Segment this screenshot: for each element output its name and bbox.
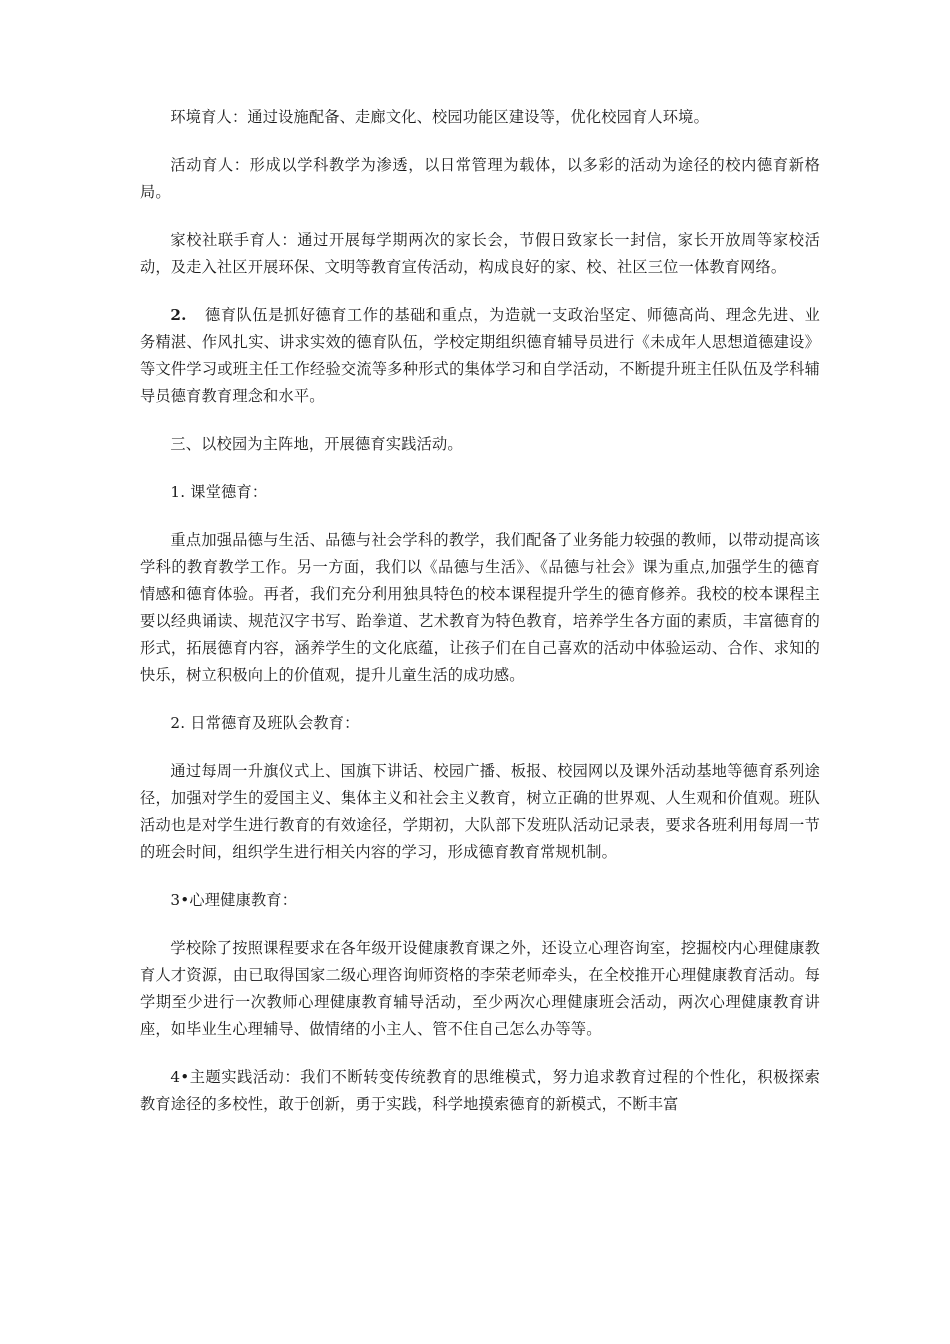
paragraph-number: 2.	[170, 306, 187, 324]
paragraph-mental-health: 学校除了按照课程要求在各年级开设健康教育课之外，还设立心理咨询室，挖掘校内心理健康教育人才资源，由已取得国家二级心理咨询师资格的李荣老师牵头，在全校推开心理健康教育活动。每学期至少进行一次教师心理健康教育辅导活动，至少两次心理健康班会活动，两次心理健康教育讲座，如毕业生心理辅导、做情绪的小主人、管不住自己怎么办等等。	[140, 939, 820, 1038]
paragraph-activity: 活动育人：形成以学科教学为渗透，以日常管理为载体，以多彩的活动为途径的校内德育新格局。	[140, 156, 820, 201]
paragraph-team	[140, 302, 820, 410]
paragraph-team-text: 德育队伍是抓好德育工作的基础和重点，为造就一支政治坚定、师德高尚、理念先进、业务精湛、作风扎实、讲求实效的德育队伍，学校定期组织德育辅导员进行《未成年人思想道德建设》等文件学习或班主任工作经验交流等多种形式的集体学习和自学活动，不断提升班主任队伍及学科辅导员德育教育理念和水平。	[140, 306, 820, 405]
subheading-mental-health: 3•心理健康教育：	[170, 891, 298, 909]
section-heading-three: 三、以校园为主阵地，开展德育实践活动。	[170, 435, 463, 453]
paragraph-classroom: 重点加强品德与生活、品德与社会学科的教学，我们配备了业务能力较强的教师，以带动提高该学科的教育教学工作。另一方面，我们以《品德与生活》、《品德与社会》课为重点,加强学生的德育情感和德育体验。再者，我们充分利用独具特色的校本课程提升学生的德育修养。我校的校本课程主要以经典诵读、规范汉字书写、跆拳道、艺术教育为特色教育，培养学生各方面的素质，丰富德育的形式，拓展德育内容，涵养学生的文化底蕴，让孩子们在自己喜欢的活动中体验运动、合作、求知的快乐，树立积极向上的价值观，提升儿童生活的成功感。	[140, 531, 820, 684]
subheading-daily: 2. 日常德育及班队会教育：	[170, 714, 360, 732]
paragraph-daily: 通过每周一升旗仪式上、国旗下讲话、校园广播、板报、校园网以及课外活动基地等德育系列途径，加强对学生的爱国主义、集体主义和社会主义教育，树立正确的世界观、人生观和价值观。班队活动也是对学生进行教育的有效途径，学期初，大队部下发班队活动记录表，要求各班利用每周一节的班会时间，组织学生进行相关内容的学习，形成德育教育常规机制。	[140, 762, 820, 861]
paragraph-theme-practice: 4•主题实践活动：我们不断转变传统教育的思维模式，努力追求教育过程的个性化，积极探索教育途径的多校性，敢于创新，勇于实践，科学地摸索德育的新模式，不断丰富	[140, 1068, 820, 1113]
paragraph-environment: 环境育人：通过设施配备、走廊文化、校园功能区建设等，优化校园育人环境。	[170, 108, 709, 126]
subheading-classroom: 1. 课堂德育：	[170, 483, 268, 501]
paragraph-home-school: 家校社联手育人：通过开展每学期两次的家长会，节假日致家长一封信，家长开放周等家校活动，及走入社区开展环保、文明等教育宣传活动，构成良好的家、校、社区三位一体教育网络。	[140, 231, 820, 276]
document-body	[140, 104, 820, 1139]
